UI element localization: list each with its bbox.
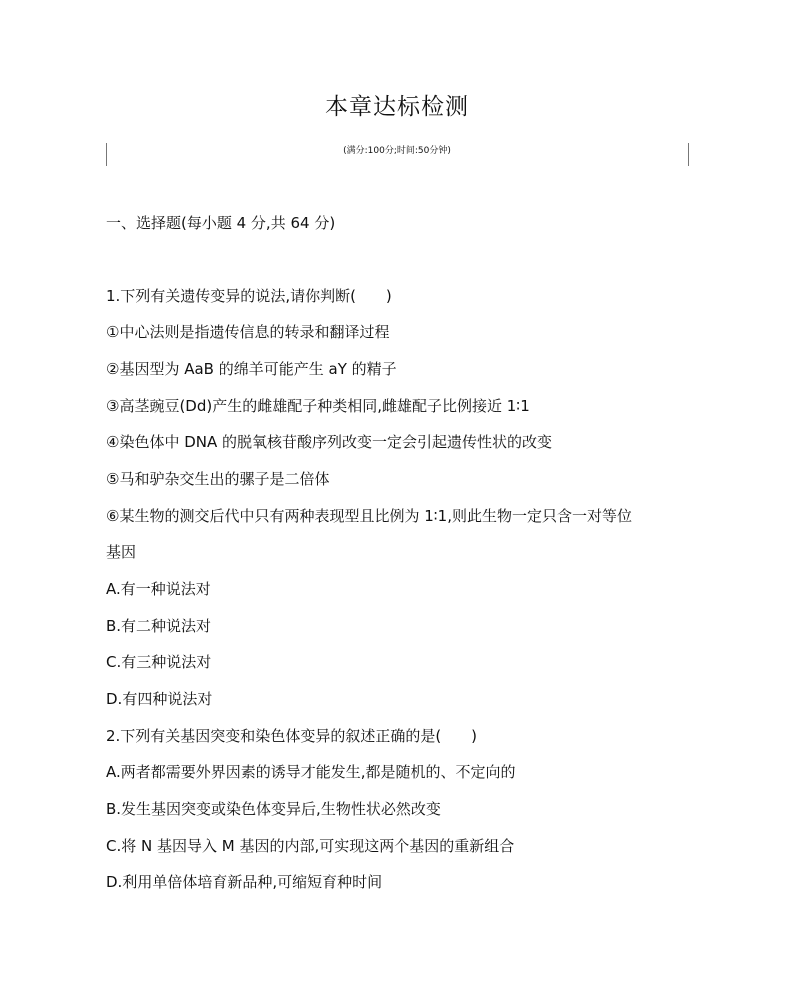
question-1-option-c: C.有三种说法对 <box>106 653 212 671</box>
question-1-statement-4: ④染色体中 DNA 的脱氧核苷酸序列改变一定会引起遗传性状的改变 <box>106 433 553 451</box>
question-2-option-d: D.利用单倍体培育新品种,可缩短育种时间 <box>106 873 383 891</box>
question-1-statement-3: ③高茎豌豆(Dd)产生的雌雄配子种类相同,雌雄配子比例接近 1∶1 <box>106 397 530 415</box>
header-rule-right <box>688 143 689 166</box>
question-2-stem: 2.下列有关基因突变和染色体变异的叙述正确的是( ) <box>106 727 478 745</box>
question-2-option-c: C.将 N 基因导入 M 基因的内部,可实现这两个基因的重新组合 <box>106 837 515 855</box>
question-1-statement-5: ⑤马和驴杂交生出的骡子是二倍体 <box>106 470 330 488</box>
question-1-statement-6: ⑥某生物的测交后代中只有两种表现型且比例为 1∶1,则此生物一定只含一对等位 <box>106 507 632 525</box>
question-1-option-d: D.有四种说法对 <box>106 690 213 708</box>
question-1-option-a: A.有一种说法对 <box>106 580 211 598</box>
question-1-stem: 1.下列有关遗传变异的说法,请你判断( ) <box>106 287 392 305</box>
question-2-option-a: A.两者都需要外界因素的诱导才能发生,都是随机的、不定向的 <box>106 763 516 781</box>
question-1-statement-6-continued: 基因 <box>106 543 137 561</box>
section-heading: 一、选择题(每小题 4 分,共 64 分) <box>106 214 336 232</box>
question-2-option-b: B.发生基因突变或染色体变异后,生物性状必然改变 <box>106 800 441 818</box>
exam-info: (满分:100分;时间:50分钟) <box>343 146 451 156</box>
question-1-option-b: B.有二种说法对 <box>106 617 212 635</box>
question-1-statement-1: ①中心法则是指遗传信息的转录和翻译过程 <box>106 323 390 341</box>
page-title: 本章达标检测 <box>325 94 469 120</box>
question-1-statement-2: ②基因型为 AaB 的绵羊可能产生 aY 的精子 <box>106 360 397 378</box>
